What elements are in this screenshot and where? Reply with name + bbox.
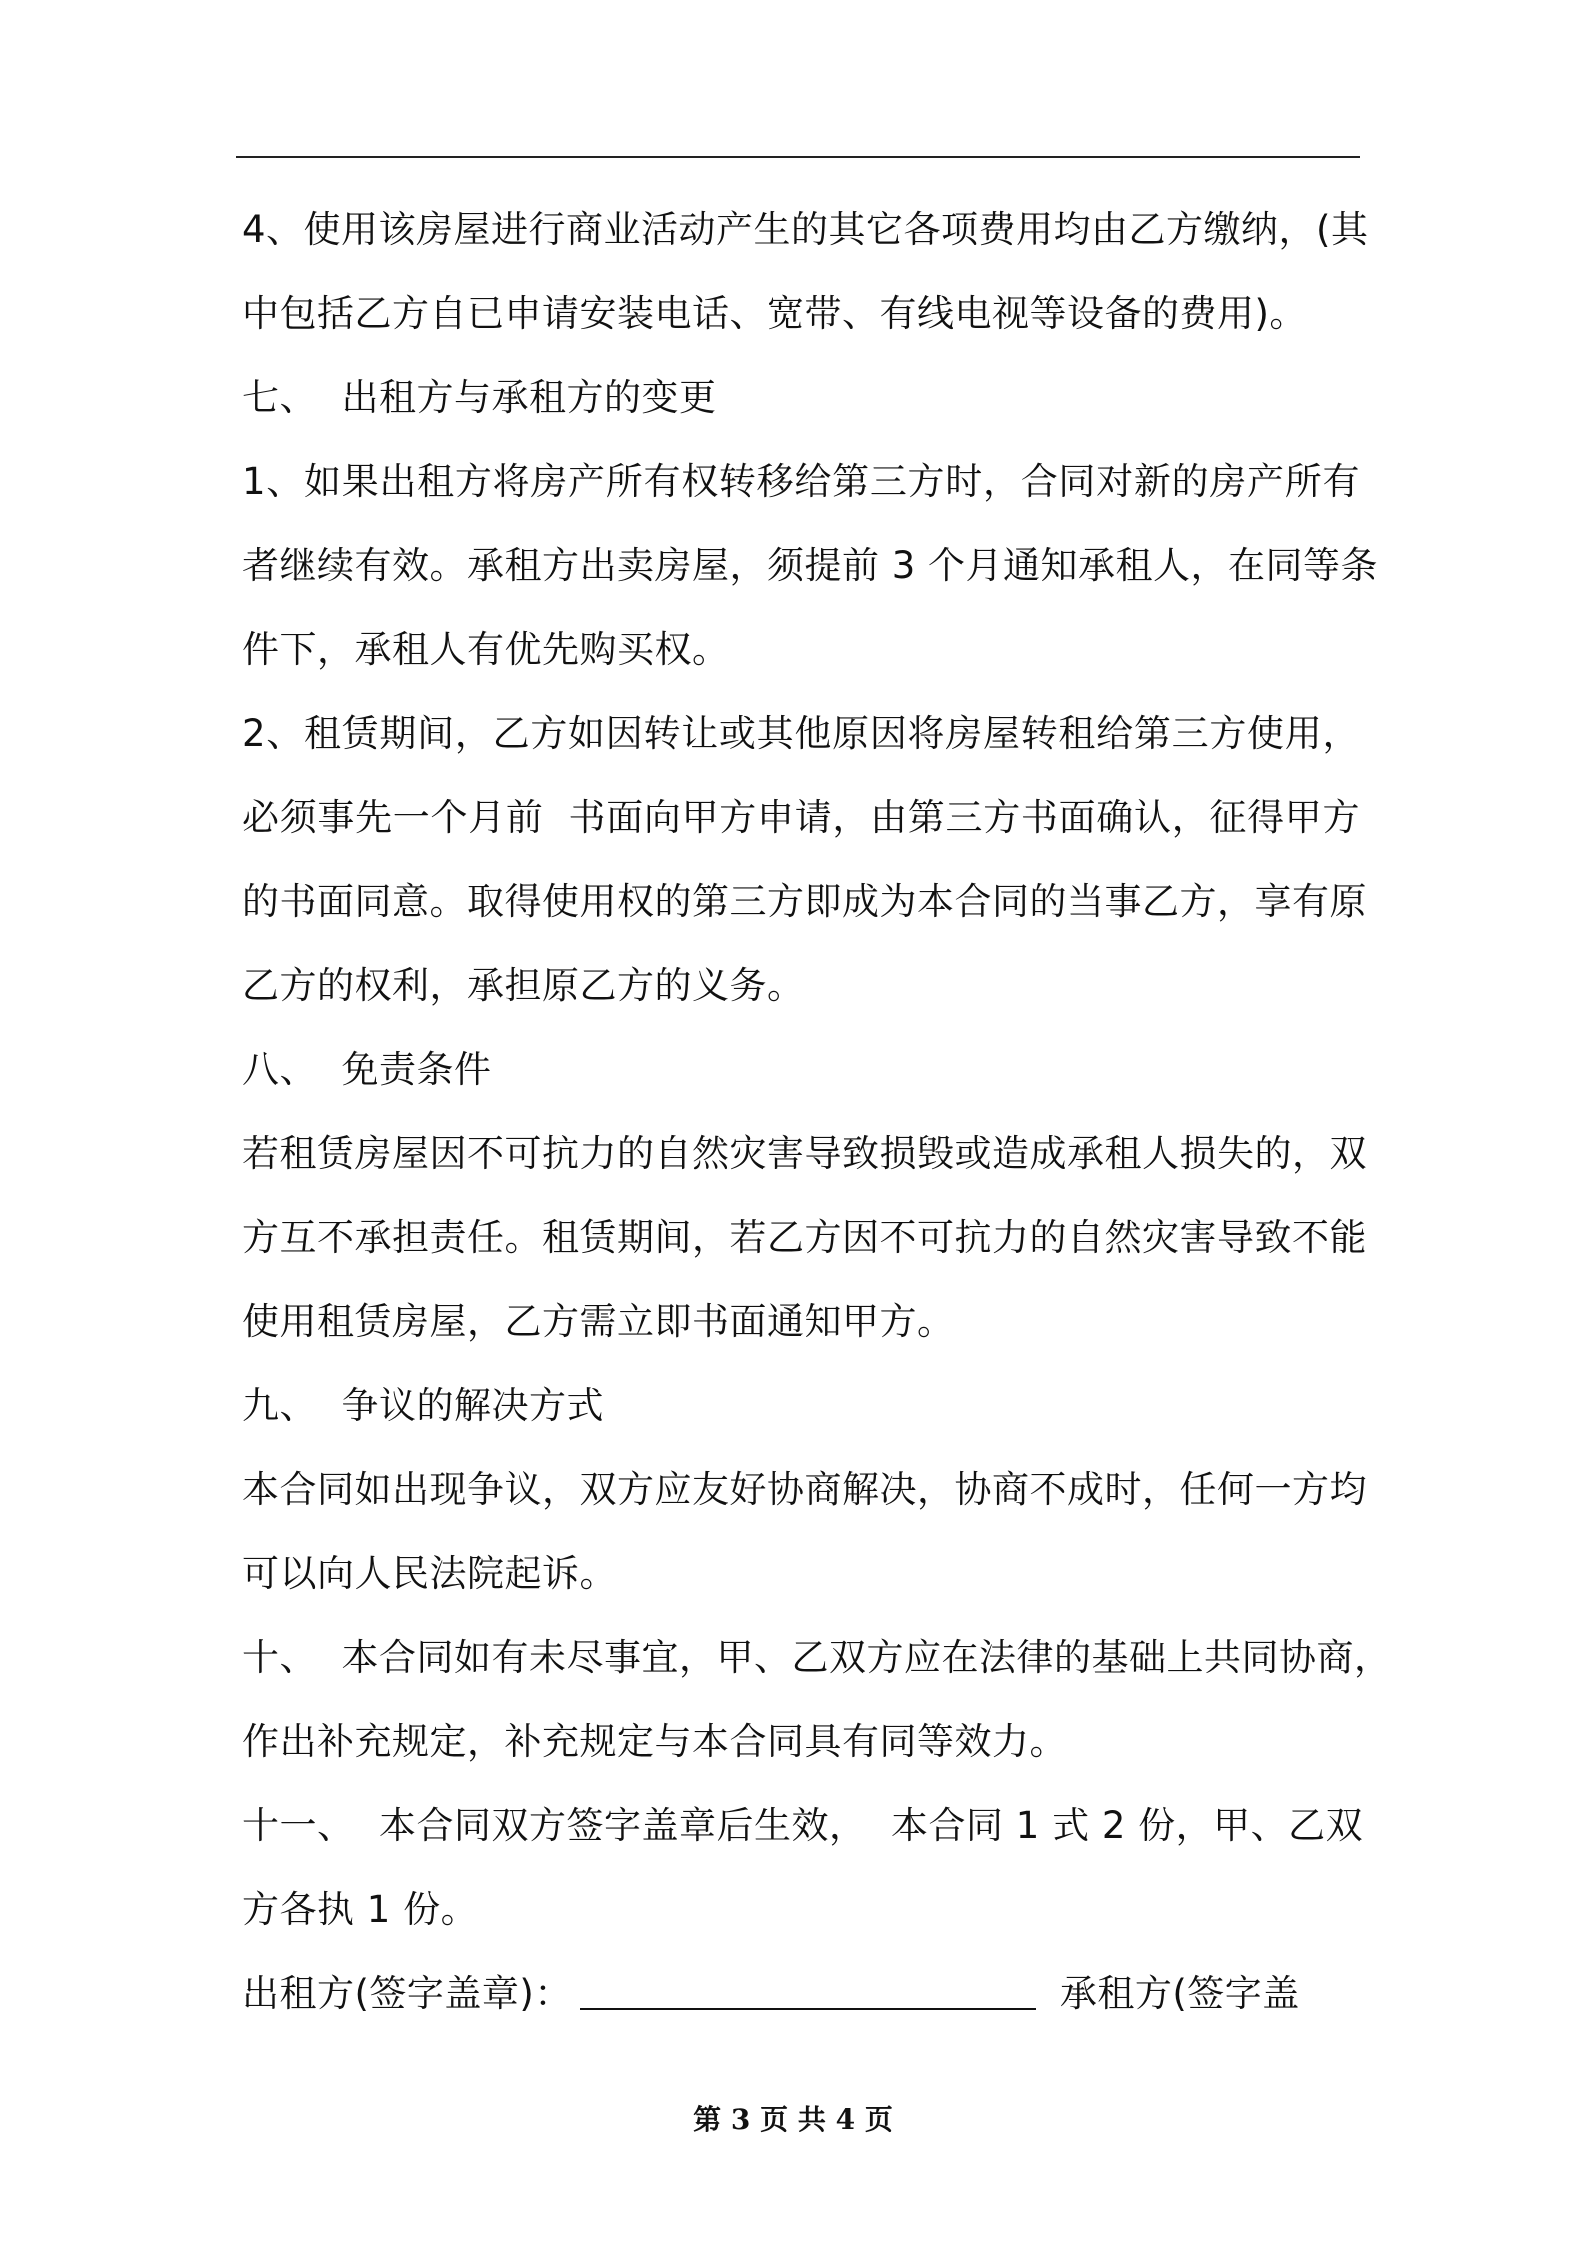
text-line: 十、 本合同如有未尽事宜，甲、乙双方应在法律的基础上共同协商，	[242, 1636, 1392, 1679]
lessor-signature-label: 出租方(签字盖章)：	[242, 1972, 572, 2015]
page-number: 第 3 页 共 4 页	[693, 2103, 893, 2136]
text-line: 必须事先一个月前 书面向甲方申请，由第三方书面确认，征得甲方	[242, 796, 1360, 839]
text-line: 若租赁房屋因不可抗力的自然灾害导致损毁或造成承租人损失的，双	[242, 1132, 1367, 1175]
text-line: 本合同如出现争议，双方应友好协商解决，协商不成时，任何一方均	[242, 1468, 1367, 1511]
signature-blank	[580, 2008, 1036, 2010]
text-line: 中包括乙方自已申请安装电话、宽带、有线电视等设备的费用)。	[242, 292, 1307, 335]
contract-body	[242, 188, 1392, 2036]
lessee-signature-label: 承租方(签字盖	[1059, 1972, 1300, 2015]
text-line: 方互不承担责任。租赁期间，若乙方因不可抗力的自然灾害导致不能	[242, 1216, 1367, 1259]
text-line: 件下，承租人有优先购买权。	[242, 628, 730, 671]
text-line: 的书面同意。取得使用权的第三方即成为本合同的当事乙方，享有原	[242, 880, 1367, 923]
section-heading: 七、 出租方与承租方的变更	[242, 376, 717, 419]
text-line: 十一、 本合同双方签字盖章后生效， 本合同 1 式 2 份，甲、乙双	[242, 1804, 1364, 1847]
signature-line	[242, 1952, 1360, 2036]
text-line: 作出补充规定，补充规定与本合同具有同等效力。	[242, 1720, 1067, 1763]
section-heading: 八、 免责条件	[242, 1048, 492, 1091]
text-line: 2、租赁期间，乙方如因转让或其他原因将房屋转租给第三方使用，	[242, 712, 1360, 755]
text-line: 4、使用该房屋进行商业活动产生的其它各项费用均由乙方缴纳，(其	[242, 208, 1369, 251]
header-rule	[236, 156, 1360, 158]
page-footer	[0, 2098, 1586, 2138]
text-line: 乙方的权利，承担原乙方的义务。	[242, 964, 805, 1007]
text-line: 者继续有效。承租方出卖房屋，须提前 3 个月通知承租人，在同等条	[242, 544, 1379, 587]
text-line: 使用租赁房屋，乙方需立即书面通知甲方。	[242, 1300, 955, 1343]
text-line: 可以向人民法院起诉。	[242, 1552, 617, 1595]
text-line: 1、如果出租方将房产所有权转移给第三方时，合同对新的房产所有	[242, 460, 1360, 503]
text-line: 方各执 1 份。	[242, 1888, 479, 1931]
section-heading: 九、 争议的解决方式	[242, 1384, 605, 1427]
